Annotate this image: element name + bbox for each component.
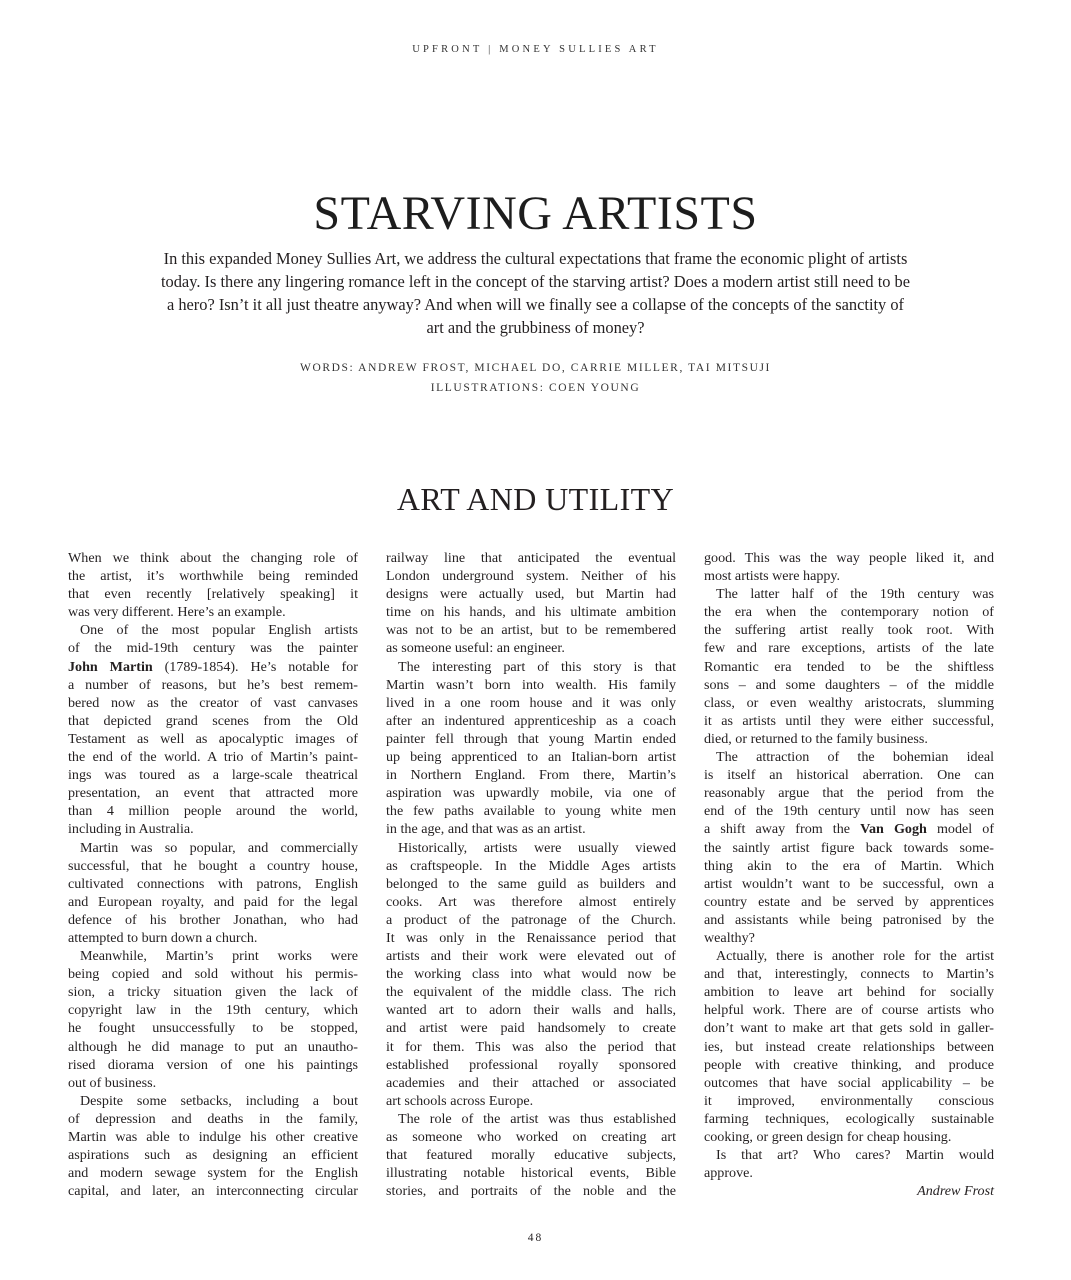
text-line: people with creative thinking, and produce [704,1056,994,1073]
body-column-1 [68,549,358,1200]
paragraph [704,1146,994,1182]
text-line: sons – and some daughters – of the middle [704,676,994,693]
text-line: successful, that he bought a country house, [68,857,358,874]
text-line: Actually, there is another role for the artist [716,948,994,965]
text-line: It was only in the Renaissance period that [386,929,676,946]
text-line: cooking, or green design for cheap housing. [704,1129,952,1145]
text-line: of the mid-19th century was the painter [68,640,358,657]
text-line: it for them. This was also the period that [386,1038,676,1055]
paragraph [704,947,994,1146]
text-line: academies and their attached or associated [386,1074,676,1091]
text-line: thing akin to the era of Martin. Which [704,857,994,874]
text-line: the era when the contemporary notion of [704,604,994,621]
text-line [704,820,994,838]
text-line: ings was toured as a large-scale theatrical [68,767,358,784]
paragraph [68,549,358,621]
text-line: ambition to leave art behind for socially [704,984,994,1001]
text-line: the saintly artist figure back towards some- [704,839,994,856]
text-line: The attraction of the bohemian ideal [716,749,994,766]
text-line: wanted art to adorn their walls and halls, [386,1002,676,1019]
text-line: stories, and portraits of the noble and the [386,1183,676,1200]
text-line: died, or returned to the family business. [704,730,928,747]
text-line: The interesting part of this story is that [398,658,676,675]
paragraph [704,748,994,947]
text-line: most artists were happy. [704,568,841,585]
text-line: cultivated connections with patrons, English [68,875,358,892]
text-line: he fought unsuccessfully to be stopped, [68,1020,358,1037]
paragraph [386,658,676,839]
text-line: Despite some setbacks, including a bout [80,1092,358,1109]
text-line: aspirations such as designing an efficient [68,1147,358,1164]
text-line: The role of the artist was thus established [398,1110,676,1127]
text-line: and modern sewage system for the English [68,1165,358,1182]
credits [0,358,1071,398]
text-line: One of the most popular English artists [80,622,358,639]
standfirst: In this expanded Money Sullies Art, we address the cultural expectations that frame the economic plight of artists today. Is there any lingering romance left in the concept of the starving artist? Does a modern artist still need to be a hero? Isn’t it all just theatre anyway? And when will we finally see a collapse of the concepts of the sanctity of art and the grubbiness of money? [160,249,911,337]
paragraph [704,585,994,748]
text-segment: model of [926,821,995,838]
text-line: Testament as well as apocalyptic images of [68,730,358,747]
text-line: in the age, and that was as an artist. [386,821,586,838]
text-line: artists and their work were elevated out of [386,948,676,965]
text-line: the equivalent of the middle class. The rich [386,984,676,1001]
text-line: in Northern England. From there, Martin’s [386,767,676,784]
body-column-2 [386,549,676,1200]
text-line: reasonably argue that the period from the [704,785,994,802]
text-line: country estate and be served by apprentices [704,893,994,910]
text-line: cooks. Art was therefore almost entirely [386,893,676,910]
text-line: designs were actually used, but Martin had [386,586,676,603]
text-line: defence of his brother Jonathan, who had [68,911,358,928]
illustrations-credit: ILLUSTRATIONS: COEN YOUNG [430,382,641,394]
paragraph [386,1110,676,1200]
text-line: lived in a one room house and it was only [386,694,676,711]
text-line: artist wouldn’t want to be successful, own a [704,875,994,892]
text-line: illustrating notable historical events, Bible [386,1165,676,1182]
running-head: UPFRONT | MONEY SULLIES ART [412,44,659,55]
text-line: the artist, it’s worthwhile being reminded [68,568,358,585]
text-line: that depicted grand scenes from the Old [68,712,358,729]
text-line: the working class into what would now be [386,966,676,983]
text-line: approve. [704,1165,753,1182]
text-line: Romantic era tended to be the shiftless [704,658,994,675]
bold-name: John Martin [68,658,153,675]
bold-name: Van Gogh [860,821,927,838]
text-line: attempted to burn down a church. [68,929,258,946]
text-line: Martin was so popular, and commercially [80,839,358,856]
text-line: that featured morally educative subjects, [386,1147,676,1164]
text-line: Historically, artists were usually viewed [398,839,676,856]
text-line: up being apprenticed to an Italian-born artist [386,749,676,766]
text-line: and European royalty, and paid for the legal [68,893,358,910]
text-line: although he did manage to put an unautho- [68,1038,358,1055]
text-line: good. This was the way people liked it, and [704,550,994,566]
text-line: Is that art? Who cares? Martin would [716,1147,994,1164]
text-line: few and rare exceptions, artists of the late [704,640,994,657]
text-line: as someone useful: an engineer. [386,640,565,657]
text-line: of depression and deaths in the family, [68,1110,358,1127]
page-number: 48 [527,1232,544,1244]
text-line: that even recently [relatively speaking] it [68,586,358,603]
text-line: When we think about the changing role of [68,550,358,566]
text-line: out of business. [68,1074,157,1091]
text-line: it as artists until they were either successful, [704,712,994,729]
paragraph [704,549,994,585]
text-line: wealthy? [704,929,755,946]
text-line: London underground system. Neither of his [386,568,676,585]
text-line: railway line that anticipated the eventual [386,550,676,566]
text-line: a number of reasons, but he’s best remem- [68,676,358,693]
text-line: helpful work. There are of course artists who [704,1002,994,1019]
paragraph [68,947,358,1092]
paragraph [386,839,676,1110]
text-segment: a shift away from the [704,821,861,838]
text-line: aspiration was upwardly mobile, via one of [386,785,676,802]
text-line: a product of the patronage of the Church. [386,911,676,928]
text-line: The latter half of the 19th century was [716,586,994,603]
text-line: Martin was able to indulge his other creative [68,1129,358,1145]
text-line: don’t want to make art that gets sold in galler- [704,1020,994,1037]
text-line: farming techniques, ecologically sustainable [704,1110,994,1127]
text-line: rised diorama version of one his paintings [68,1056,358,1073]
text-segment: (1789-1854). He’s notable for [152,658,358,675]
text-line: than 4 million people around the world, [68,803,358,820]
text-line: the suffering artist really took root. With [704,622,994,639]
text-line: the few paths available to young white men [386,803,676,820]
text-line: and artist were paid handsomely to create [386,1020,676,1037]
text-line: is itself an historical aberration. One can [704,767,994,784]
text-line: Martin wasn’t born into wealth. His family [386,676,676,693]
paragraph [68,1092,358,1201]
text-line [68,658,358,676]
text-line: painter fell through that young Martin ended [386,730,676,747]
article-title: STARVING ARTISTS [313,187,758,240]
text-line: copyright law in the 19th century, which [68,1002,358,1019]
paragraph [68,839,358,948]
text-line: being copied and sold without his permis- [68,966,358,983]
section-title: ART AND UTILITY [396,481,675,517]
text-line: after an indentured apprenticeship as a coach [386,712,676,729]
text-line: belonged to the same guild as builders and [386,875,676,892]
text-line: art schools across Europe. [386,1092,534,1109]
text-line: as craftspeople. In the Middle Ages artists [386,857,676,874]
text-line: class, or even wealthy aristocrats, slumming [704,694,994,711]
text-line: was not to be an artist, but to be remembered [386,622,676,639]
text-line: the end of the world. A trio of Martin’s paint- [68,749,358,766]
text-line: and assistants while being patronised by the [704,911,994,928]
text-line: end of the 19th century until now has seen [704,803,994,820]
text-line: was very different. Here’s an example. [68,604,286,621]
text-line: ies, but instead create relationships between [704,1038,994,1055]
paragraph [386,549,676,658]
author-byline: Andrew Frost [917,1183,994,1200]
text-line: sion, a tricky situation given the lack of [68,984,358,1001]
text-line: capital, and later, an interconnecting circular [68,1183,358,1200]
text-line: presentation, an event that attracted more [68,785,358,802]
text-line: time on his hands, and his ultimate ambition [386,604,676,621]
text-line: it improved, environmentally conscious [704,1092,994,1109]
text-line: established professional royally sponsored [386,1056,676,1073]
text-line: Meanwhile, Martin’s print works were [80,948,358,965]
text-line: including in Australia. [68,821,194,838]
words-credit: WORDS: ANDREW FROST, MICHAEL DO, CARRIE MILLER, TAI MITSUJI [300,362,771,374]
body-column-3 [704,549,994,1200]
text-line: outcomes that have social applicability – be [704,1074,994,1091]
text-line: and that, interestingly, connects to Martin’s [704,966,994,983]
paragraph [68,621,358,838]
text-line: as someone who worked on creating art [386,1129,676,1145]
text-line: bered now as the creator of vast canvases [68,694,358,711]
